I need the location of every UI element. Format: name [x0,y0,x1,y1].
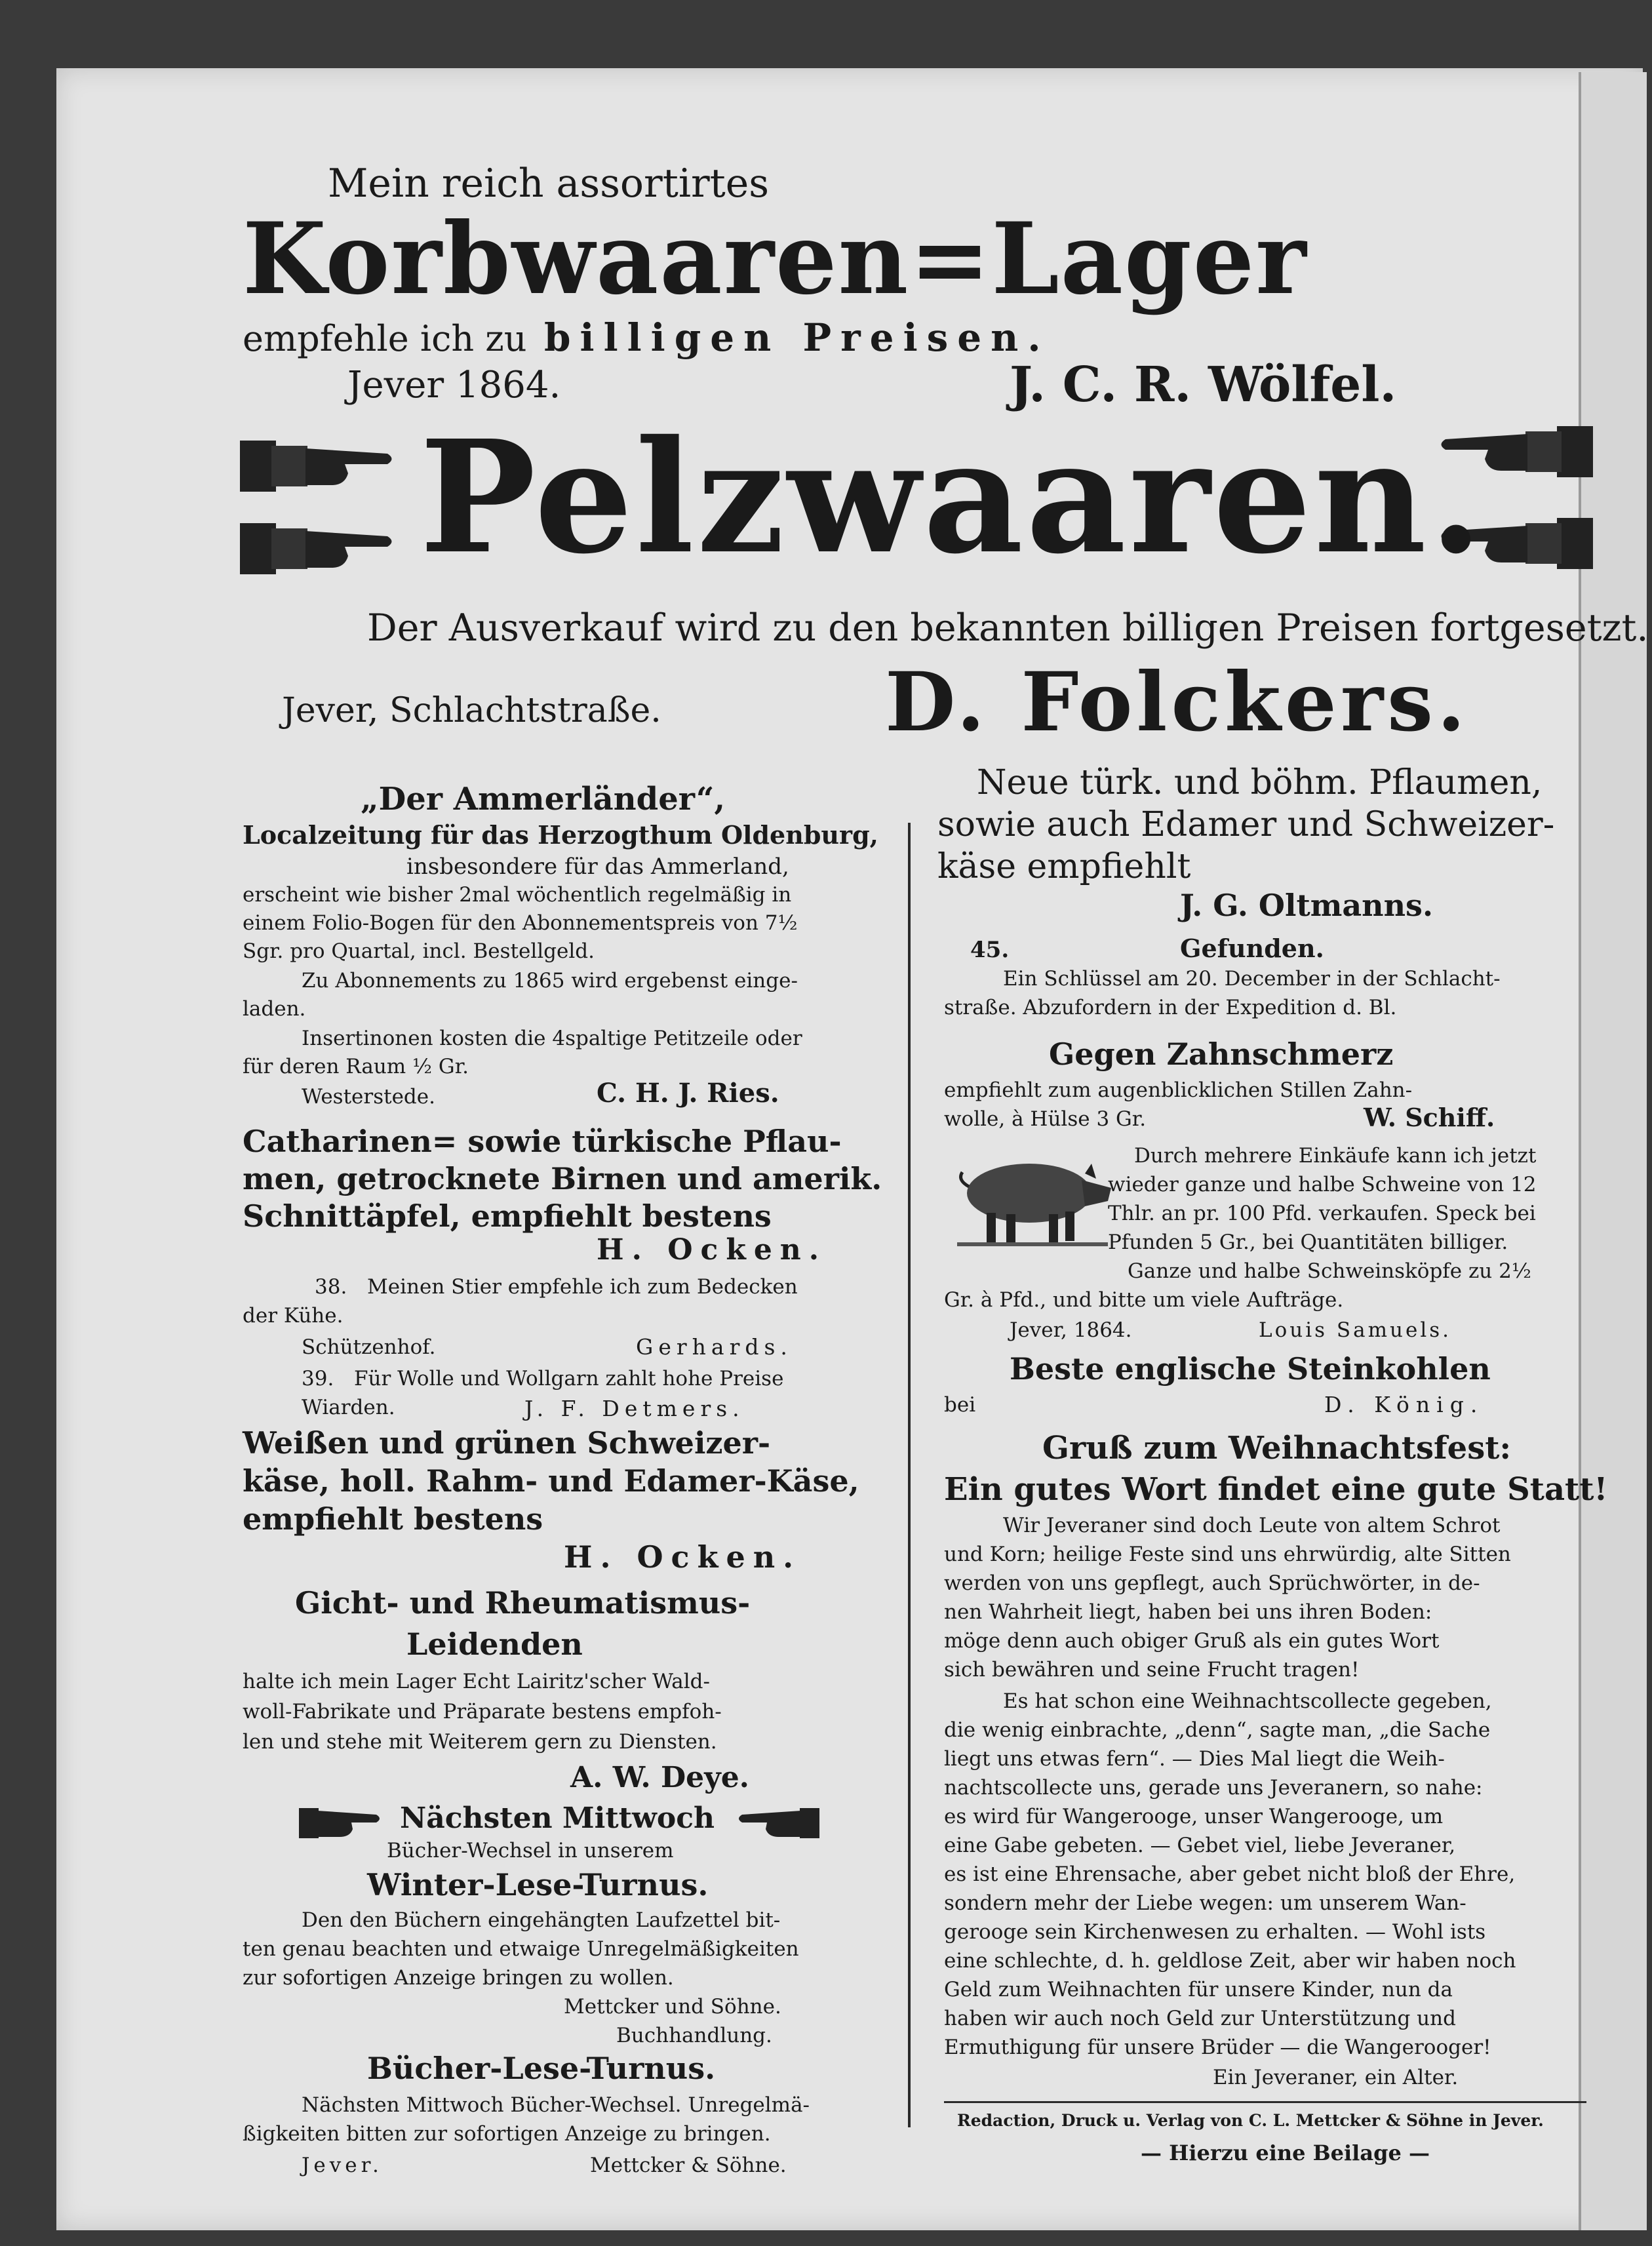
kaese-l3: empfiehlt bestens [243,1501,543,1537]
gruss-p1-line: Wir Jeveraner sind doch Leute von altem Schrot [1003,1514,1501,1537]
pelz-place: Jever, Schlachtstraße. [282,691,661,730]
pointing-hand-icon [299,1803,384,1842]
pelz-line: Der Ausverkauf wird zu den bekannten billigen Preisen fortgesetzt. [367,606,1649,650]
ammer-l3: Sgr. pro Quartal, incl. Bestellgeld. [243,939,595,963]
gruss-p2-line: Geld zum Weihnachten für unsere Kinder, nun da [944,1978,1453,2001]
stier-signer: Gerhards. [636,1334,793,1360]
gruss-signer: Ein Jeveraner, ein Alter. [1213,2066,1459,2089]
gicht-h2: Leidenden [406,1626,583,1662]
pig-icon [951,1141,1114,1252]
gruss-p2-line: haben wir auch noch Geld zur Unterstützung und [944,2007,1456,2030]
winter-l3: ten genau beachten und etwaige Unregelmäßigkeiten [243,1937,799,1961]
schwein-l1: Durch mehrere Einkäufe kann ich jetzt [1134,1144,1537,1168]
footer-beilage: — Hierzu eine Beilage — [1141,2140,1430,2165]
pflaumen-l3: käse empfiehlt [937,847,1191,886]
gruss-p2-line: es ist eine Ehrensache, aber gebet nicht bloß der Ehre, [944,1862,1516,1886]
kohlen-pre: bei [944,1393,976,1417]
winter-l4: zur sofortigen Anzeige bringen zu wollen. [243,1966,674,1990]
kaese-signer: H. Ocken. [564,1539,802,1575]
zahn-l1: empfiehlt zum augenblicklichen Stillen Zahn- [944,1078,1413,1102]
winter-l1: Bücher-Wechsel in unserem [387,1839,674,1862]
buecher-signer: Mettcker & Söhne. [590,2154,787,2177]
gruss-h1: Gruß zum Weihnachtsfest: [1042,1430,1512,1467]
buecher-place: Jever. [302,2154,383,2177]
cath-l2: men, getrocknete Birnen und amerik. [243,1161,882,1196]
gefunden-heading: Gefunden. [1180,934,1324,963]
gruss-p1-line: und Korn; heilige Feste sind uns ehrwürdig, alte Sitten [944,1543,1511,1566]
gruss-h2: Ein gutes Wort findet eine gute Statt! [944,1471,1608,1508]
ammer-title: „Der Ammerländer“, [361,781,726,818]
buecher-l2: ßigkeiten bitten zur sofortigen Anzeige zu bringen. [243,2122,771,2146]
gefunden-l1: Ein Schlüssel am 20. December in der Schlacht- [1003,967,1501,991]
gruss-p1-line: möge denn auch obiger Gruß als ein gutes Wort [944,1629,1440,1653]
ammer-l2: einem Folio-Bogen für den Abonnementspreis von 7½ [243,911,798,935]
gicht-l3: len und stehe mit Weiterem gern zu Diensten. [243,1730,717,1754]
pflaumen-l1: Neue türk. und böhm. Pflaumen, [977,763,1543,802]
zahn-signer: W. Schiff. [1364,1103,1495,1132]
page-edge [1579,72,1647,2230]
kaese-l2: käse, holl. Rahm- und Edamer-Käse, [243,1463,859,1499]
footer-imprint: Redaction, Druck u. Verlag von C. L. Mettcker & Söhne in Jever. [957,2111,1544,2130]
winter-s2: Buchhandlung. [616,2024,772,2047]
ammer-sub1: Localzeitung für das Herzogthum Oldenburg, [243,820,878,850]
wolle-signer: J. F. Detmers. [524,1396,745,1421]
schwein-l4: Pfunden 5 Gr., bei Quantitäten billiger. [1108,1231,1508,1254]
gruss-p1-line: sich bewähren und seine Frucht tragen! [944,1658,1360,1682]
zahn-l2: wolle, à Hülse 3 Gr. [944,1107,1147,1131]
winter-h2: Winter-Lese-Turnus. [367,1867,709,1902]
kohlen-heading: Beste englische Steinkohlen [1010,1351,1491,1387]
gruss-p2-line: die wenig einbrachte, „denn“, sagte man, „die Sache [944,1718,1491,1742]
kaese-l1: Weißen und grünen Schweizer- [243,1425,771,1461]
ammer-signer: C. H. J. Ries. [597,1078,779,1109]
pflaumen-l2: sowie auch Edamer und Schweizer- [937,805,1555,844]
column-divider [908,823,911,2127]
gruss-p2-line: es wird für Wangerooge, unser Wangerooge, um [944,1805,1444,1828]
gruss-p2-line: Ermuthigung für unsere Brüder — die Wangerooger! [944,2036,1491,2059]
gicht-h1: Gicht- und Rheumatismus- [295,1585,751,1621]
schwein-l3: Thlr. an pr. 100 Pfd. verkaufen. Speck bei [1108,1202,1536,1225]
ammer-l6: Insertinonen kosten die 4spaltige Petitzeile oder [302,1027,802,1050]
wolle-place: Wiarden. [302,1396,395,1419]
schwein-l2: wieder ganze und halbe Schweine von 12 [1108,1173,1537,1196]
stier-place: Schützenhof. [302,1335,436,1359]
pointing-hand-icon [240,434,397,496]
schwein-l5: Ganze und halbe Schweinsköpfe zu 2½ [1128,1259,1531,1283]
stier-l1: Meinen Stier empfehle ich zum Bedecken [367,1275,798,1299]
buecher-h1: Bücher-Lese-Turnus. [367,2051,716,2086]
korb-place: Jever 1864. [347,364,561,406]
korb-line2b: billigen Preisen. [544,315,1050,360]
wolle-l1: Für Wolle und Wollgarn zahlt hohe Preise [354,1367,784,1390]
footer-rule [944,2101,1586,2103]
winter-l2: Den den Büchern eingehängten Laufzettel bit- [302,1908,781,1932]
pelz-headline: Pelzwaaren. [420,406,1486,588]
winter-h1: Nächsten Mittwoch [400,1802,715,1835]
schwein-place: Jever, 1864. [1010,1318,1132,1342]
cath-l3: Schnittäpfel, empfiehlt bestens [243,1198,772,1234]
gicht-l2: woll-Fabrikate und Präparate bestens empfoh- [243,1700,722,1724]
korb-line2a: empfehle ich zu [243,318,527,359]
gruss-p2-line: liegt uns etwas fern“. — Dies Mal liegt die Weih- [944,1747,1445,1771]
cath-l1: Catharinen= sowie türkische Pflau- [243,1124,842,1159]
gruss-p2-line: sondern mehr der Liebe wegen: um unserem Wan- [944,1891,1466,1915]
gruss-p2-line: Es hat schon eine Weihnachtscollecte gegeben, [1003,1689,1492,1713]
pelz-signer: D. Folckers. [885,655,1470,750]
ammer-place: Westerstede. [302,1085,435,1109]
gruss-p2-line: eine schlechte, d. h. geldlose Zeit, aber wir haben noch [944,1949,1516,1973]
zahn-heading: Gegen Zahnschmerz [1049,1036,1394,1072]
wolle-num: 39. [302,1367,334,1390]
pflaumen-signer: J. G. Oltmanns. [1180,888,1433,923]
ammer-sub2: insbesondere für das Ammerland, [406,854,789,880]
ammer-l1: erscheint wie bisher 2mal wöchentlich regelmäßig in [243,883,792,907]
gefunden-l2: straße. Abzufordern in der Expedition d. Bl. [944,996,1397,1019]
gruss-p1-line: nen Wahrheit liegt, haben bei uns ihren Boden: [944,1600,1432,1624]
gruss-p2-line: gerooge sein Kirchenwesen zu erhalten. — Wohl ists [944,1920,1486,1944]
buecher-l1: Nächsten Mittwoch Bücher-Wechsel. Unregelmä- [302,2093,810,2117]
schwein-signer: Louis Samuels. [1259,1318,1451,1342]
cath-signer: H. Ocken. [597,1233,827,1267]
korb-headline: Korbwaaren=Lager [243,201,1308,317]
ammer-l4: Zu Abonnements zu 1865 wird ergebenst einge- [302,969,798,993]
gicht-l1: halte ich mein Lager Echt Lairitz'scher Wald- [243,1670,710,1693]
stier-l2: der Kühe. [243,1304,344,1328]
gefunden-num: 45. [970,937,1010,963]
korb-signer: J. C. R. Wölfel. [1010,357,1397,413]
pointing-hand-icon [734,1803,819,1842]
winter-s1: Mettcker und Söhne. [564,1995,781,2019]
schwein-l6: Gr. à Pfd., und bitte um viele Aufträge. [944,1288,1344,1312]
stier-num: 38. [315,1275,347,1299]
gicht-signer: A. W. Deye. [570,1761,750,1794]
gruss-p1-line: werden von uns gepflegt, auch Sprüchwörter, in de- [944,1571,1480,1595]
gruss-p2-line: nachtscollecte uns, gerade uns Jeveranern, so nahe: [944,1776,1483,1800]
ammer-l5: laden. [243,997,306,1021]
gruss-p2-line: eine Gabe gebeten. — Gebet viel, liebe Jeveraner, [944,1834,1456,1857]
korb-line1: Mein reich assortirtes [328,161,770,207]
kohlen-signer: D. König. [1324,1392,1484,1417]
ammer-l7: für deren Raum ½ Gr. [243,1055,469,1078]
pointing-hand-icon [240,517,397,579]
